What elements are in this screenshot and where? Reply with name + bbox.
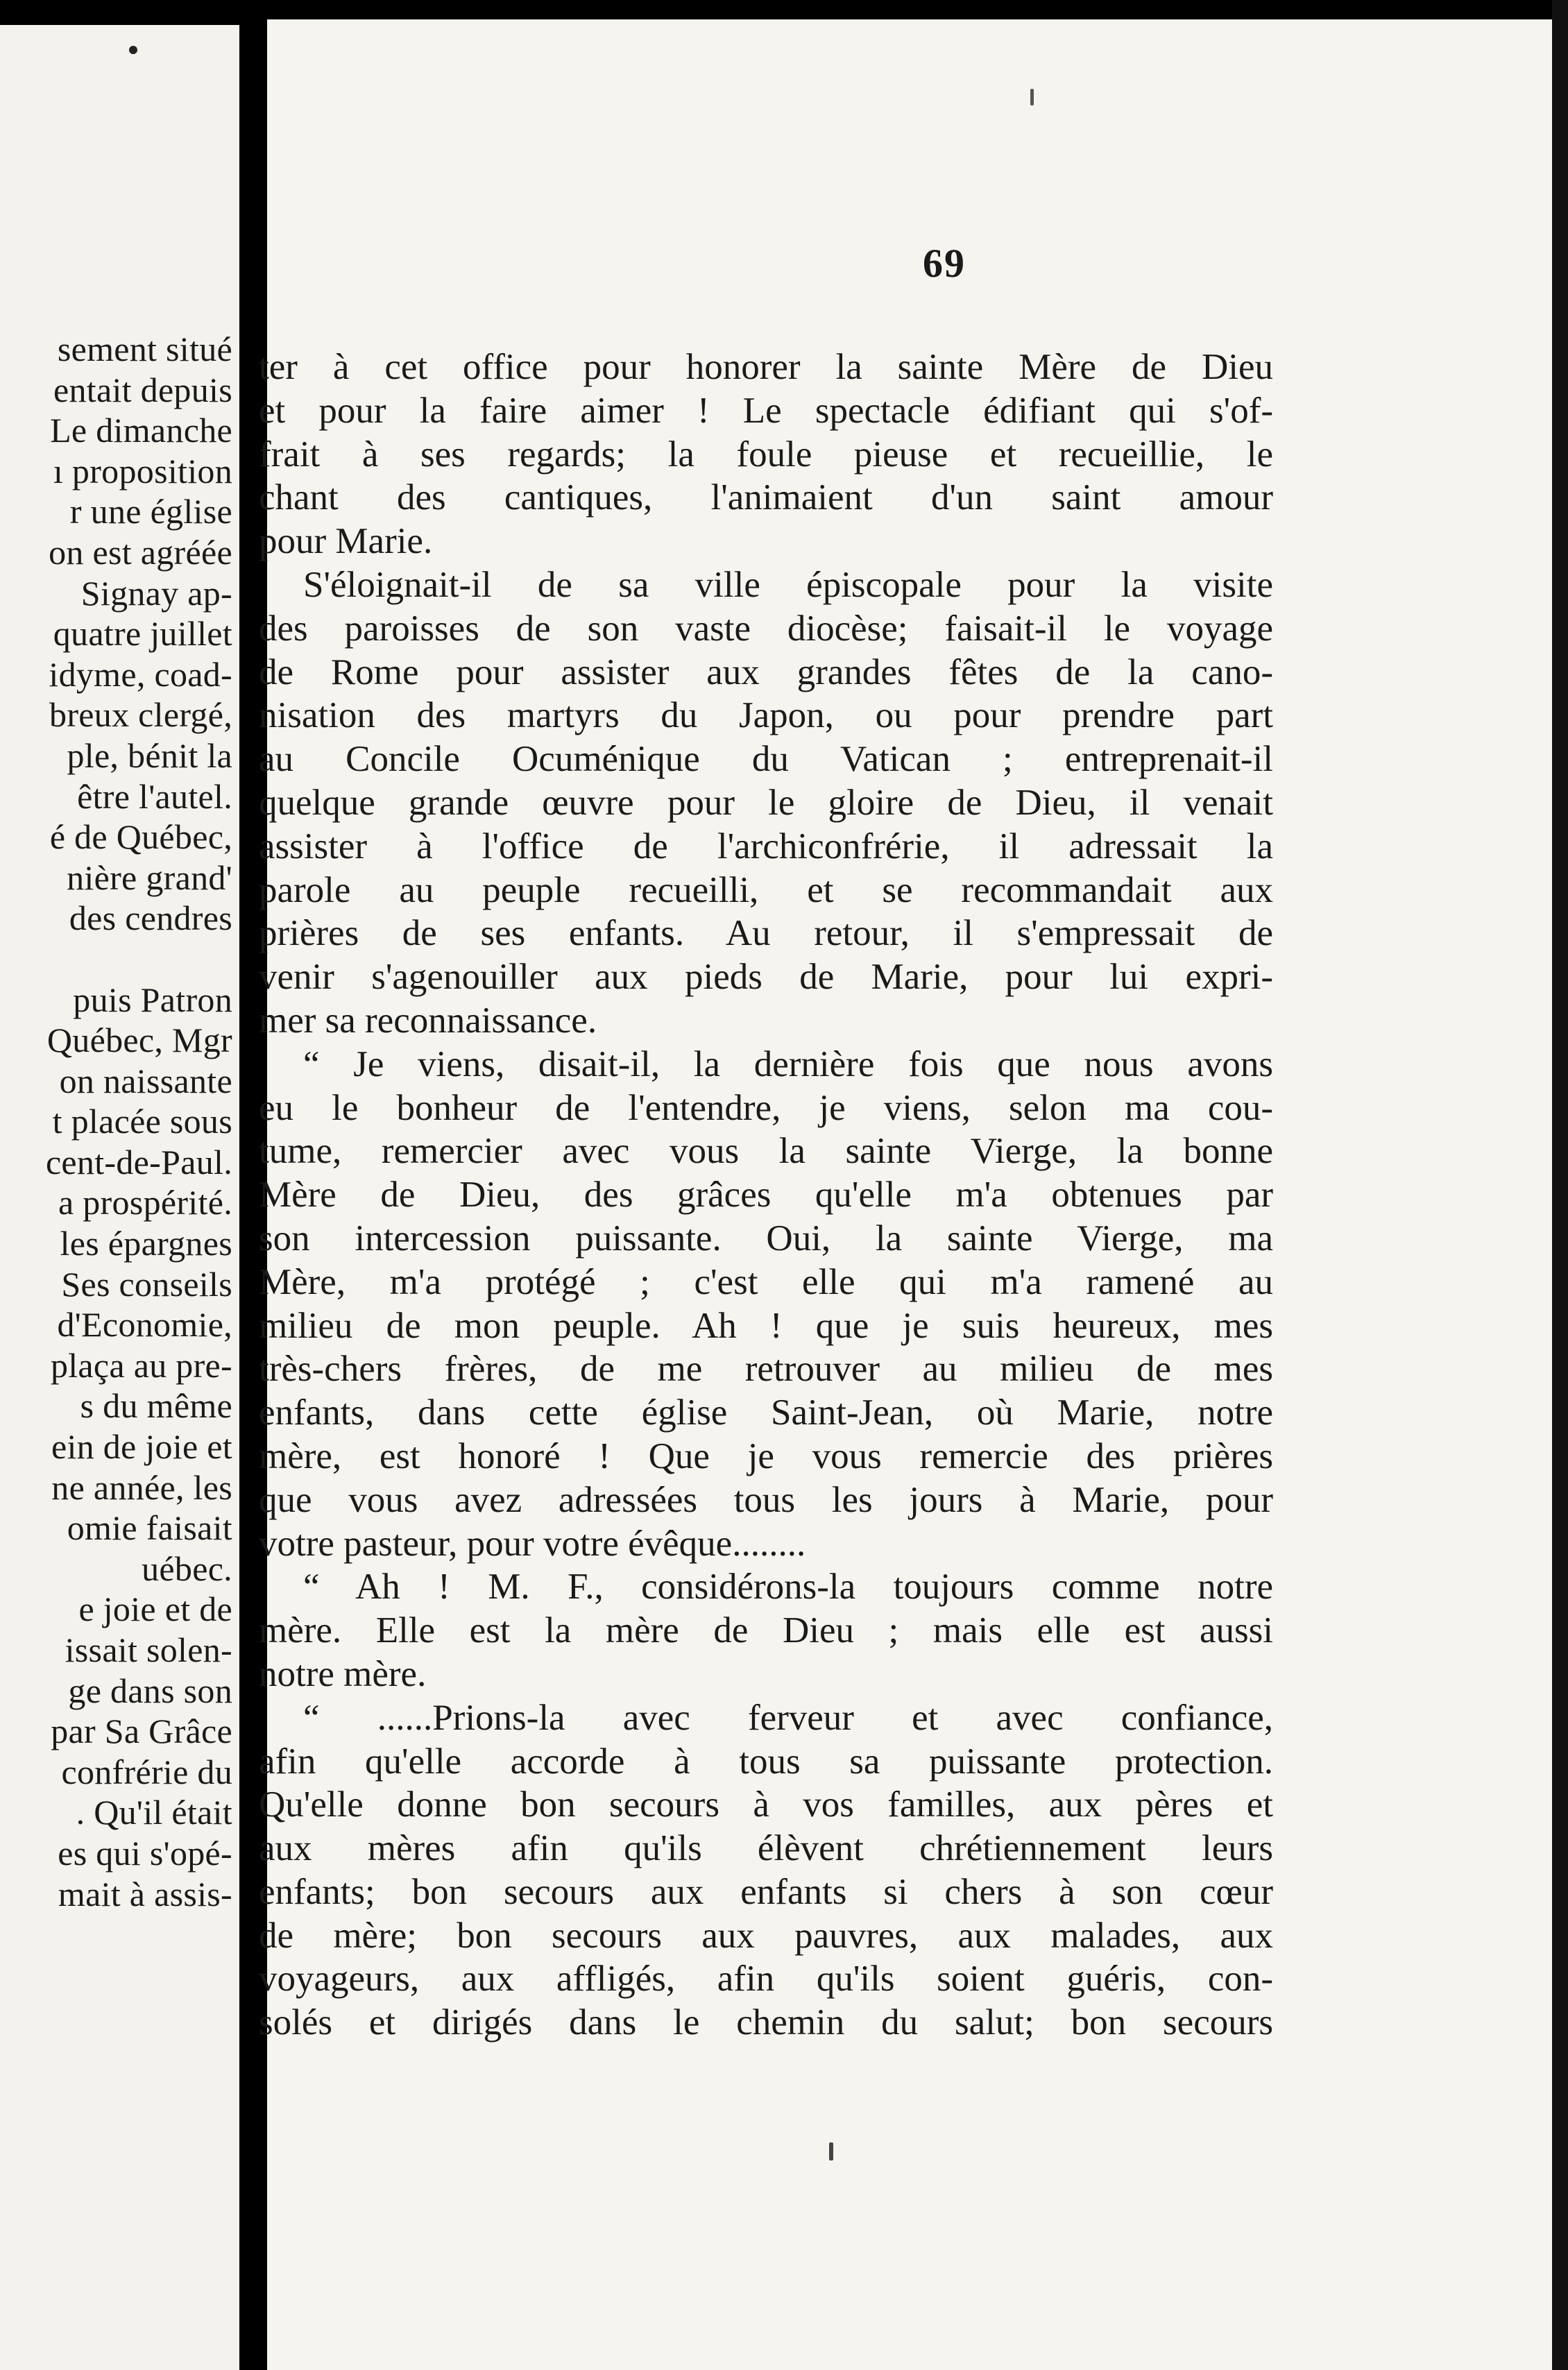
- left-page-line: les épargnes: [60, 1224, 232, 1263]
- left-page-line: es qui s'opé-: [58, 1833, 232, 1873]
- page-number: 69: [923, 241, 966, 286]
- text-line: de mère; bon secours aux pauvres, aux malades, aux: [259, 1915, 1273, 1956]
- text-line: de Rome pour assister aux grandes fêtes de la cano-: [259, 651, 1273, 692]
- text-line: des paroisses de son vaste diocèse; faisait-il le voyage: [259, 608, 1273, 649]
- left-page-line: Ses conseils: [61, 1264, 232, 1304]
- left-page-line: on naissante: [59, 1061, 232, 1100]
- left-page-line: t placée sous: [52, 1102, 232, 1141]
- left-page-line: entait depuis: [53, 370, 232, 409]
- ink-dot: [129, 46, 137, 54]
- left-page-line: confrérie du: [61, 1752, 232, 1791]
- left-page-line: cent-de-Paul.: [45, 1142, 232, 1182]
- left-page-line: breux clergé,: [49, 695, 232, 735]
- text-line: que vous avez adressées tous les jours à Marie, pour: [259, 1479, 1273, 1520]
- left-page-line: quatre juillet: [53, 614, 232, 654]
- text-line: “ Je viens, disait-il, la dernière fois que nous avons: [303, 1043, 1273, 1084]
- left-page-line: des cendres: [69, 898, 232, 938]
- left-page-line: issait solen-: [65, 1630, 232, 1669]
- text-line: Qu'elle donne bon secours à vos familles, aux pères et: [259, 1784, 1273, 1825]
- right-scan-edge: [1552, 0, 1568, 2370]
- left-page-text: [0, 329, 232, 1914]
- left-page-line: Signay ap-: [80, 573, 232, 613]
- main-page: [259, 19, 1552, 2370]
- text-line: parole au peuple recueilli, et se recommandait aux: [259, 869, 1273, 910]
- text-line: assister à l'office de l'archiconfrérie, il adressait la: [259, 826, 1273, 867]
- left-page-line: par Sa Grâce: [51, 1712, 232, 1751]
- text-line: très-chers frères, de me retrouver au milieu de mes: [259, 1349, 1273, 1390]
- text-line: Mère, m'a protégé ; c'est elle qui m'a ramené au: [259, 1261, 1273, 1302]
- left-page-line: [0, 939, 232, 980]
- text-line: aux mères afin qu'ils élèvent chrétiennement leurs: [259, 1828, 1273, 1869]
- text-line: voyageurs, aux affligés, afin qu'ils soient guéris, con-: [259, 1959, 1273, 2000]
- left-page-line: omie faisait: [67, 1508, 232, 1548]
- text-line: chant des cantiques, l'animaient d'un saint amour: [259, 477, 1273, 518]
- left-page-line: puis Patron: [73, 980, 232, 1019]
- left-page-line: s du même: [80, 1386, 232, 1426]
- left-page-line: é de Québec,: [49, 817, 232, 857]
- text-line: mère. Elle est la mère de Dieu ; mais elle est aussi: [259, 1610, 1273, 1651]
- left-page-line: ı proposition: [53, 451, 232, 491]
- left-page-line: mait à assis-: [58, 1874, 232, 1913]
- text-line: tume, remercier avec vous la sainte Vierge, la bonne: [259, 1131, 1273, 1172]
- left-page-line: ein de joie et: [51, 1427, 232, 1467]
- text-line: S'éloignait-il de sa ville épiscopale pour la visite: [303, 564, 1273, 605]
- left-page-line: être l'autel.: [77, 776, 232, 816]
- text-line: Mère de Dieu, des grâces qu'elle m'a obtenues par: [259, 1175, 1273, 1216]
- left-page-line: ne année, les: [51, 1467, 232, 1507]
- text-line: votre pasteur, pour votre évêque........: [259, 1523, 806, 1564]
- text-line: “ ......Prions-la avec ferveur et avec confiance,: [303, 1697, 1273, 1738]
- body-text: [259, 346, 1273, 2045]
- scan-mark: [1030, 89, 1034, 105]
- text-line: venir s'agenouiller aux pieds de Marie, pour lui expri-: [259, 957, 1273, 998]
- left-page-line: Québec, Mgr: [46, 1021, 232, 1060]
- left-page-line: a prospérité.: [58, 1183, 232, 1222]
- left-page-line: uébec.: [142, 1549, 232, 1588]
- left-page-line: idyme, coad-: [49, 654, 232, 694]
- text-line: enfants, dans cette église Saint-Jean, où Marie, notre: [259, 1392, 1273, 1433]
- text-line: pour Marie.: [259, 521, 433, 562]
- text-line: quelque grande œuvre pour le gloire de Dieu, il venait: [259, 782, 1273, 823]
- left-page-line: ple, bénit la: [67, 735, 232, 775]
- left-partial-page: [0, 25, 239, 2370]
- text-line: mer sa reconnaissance.: [259, 1000, 597, 1041]
- text-line: prières de ses enfants. Au retour, il s'empressait de: [259, 913, 1273, 954]
- left-page-line: d'Economie,: [57, 1305, 232, 1345]
- left-page-line: nière grand': [67, 858, 232, 897]
- left-page-line: e joie et de: [78, 1589, 232, 1629]
- text-line: son intercession puissante. Oui, la sainte Vierge, ma: [259, 1218, 1273, 1259]
- text-line: ter à cet office pour honorer la sainte Mère de Dieu: [259, 347, 1273, 387]
- left-page-line: r une église: [69, 492, 232, 531]
- text-line: enfants; bon secours aux enfants si chers à son cœur: [259, 1871, 1273, 1912]
- text-line: solés et dirigés dans le chemin du salut; bon secours: [259, 2002, 1273, 2043]
- text-line: et pour la faire aimer ! Le spectacle édifiant qui s'of-: [259, 390, 1273, 431]
- left-page-line: ge dans son: [68, 1671, 232, 1710]
- text-line: nisation des martyrs du Japon, ou pour prendre part: [259, 695, 1273, 736]
- left-page-line: on est agréée: [49, 532, 232, 572]
- left-page-line: Le dimanche: [50, 411, 232, 450]
- left-page-line: sement situé: [57, 330, 232, 368]
- text-line: mère, est honoré ! Que je vous remercie des prières: [259, 1435, 1273, 1476]
- text-line: frait à ses regards; la foule pieuse et recueillie, le: [259, 434, 1273, 475]
- text-line: eu le bonheur de l'entendre, je viens, selon ma cou-: [259, 1087, 1273, 1128]
- text-line: afin qu'elle accorde à tous sa puissante protection.: [259, 1741, 1273, 1782]
- left-page-line: plaça au pre-: [50, 1345, 232, 1385]
- left-page-line: . Qu'il était: [76, 1793, 232, 1832]
- text-line: au Concile Ocuménique du Vatican ; entreprenait-il: [259, 739, 1273, 780]
- text-line: notre mère.: [259, 1653, 427, 1694]
- scan-mark: [829, 2142, 833, 2160]
- text-line: milieu de mon peuple. Ah ! que je suis heureux, mes: [259, 1305, 1273, 1346]
- text-line: “ Ah ! M. F., considérons-la toujours comme notre: [303, 1567, 1273, 1608]
